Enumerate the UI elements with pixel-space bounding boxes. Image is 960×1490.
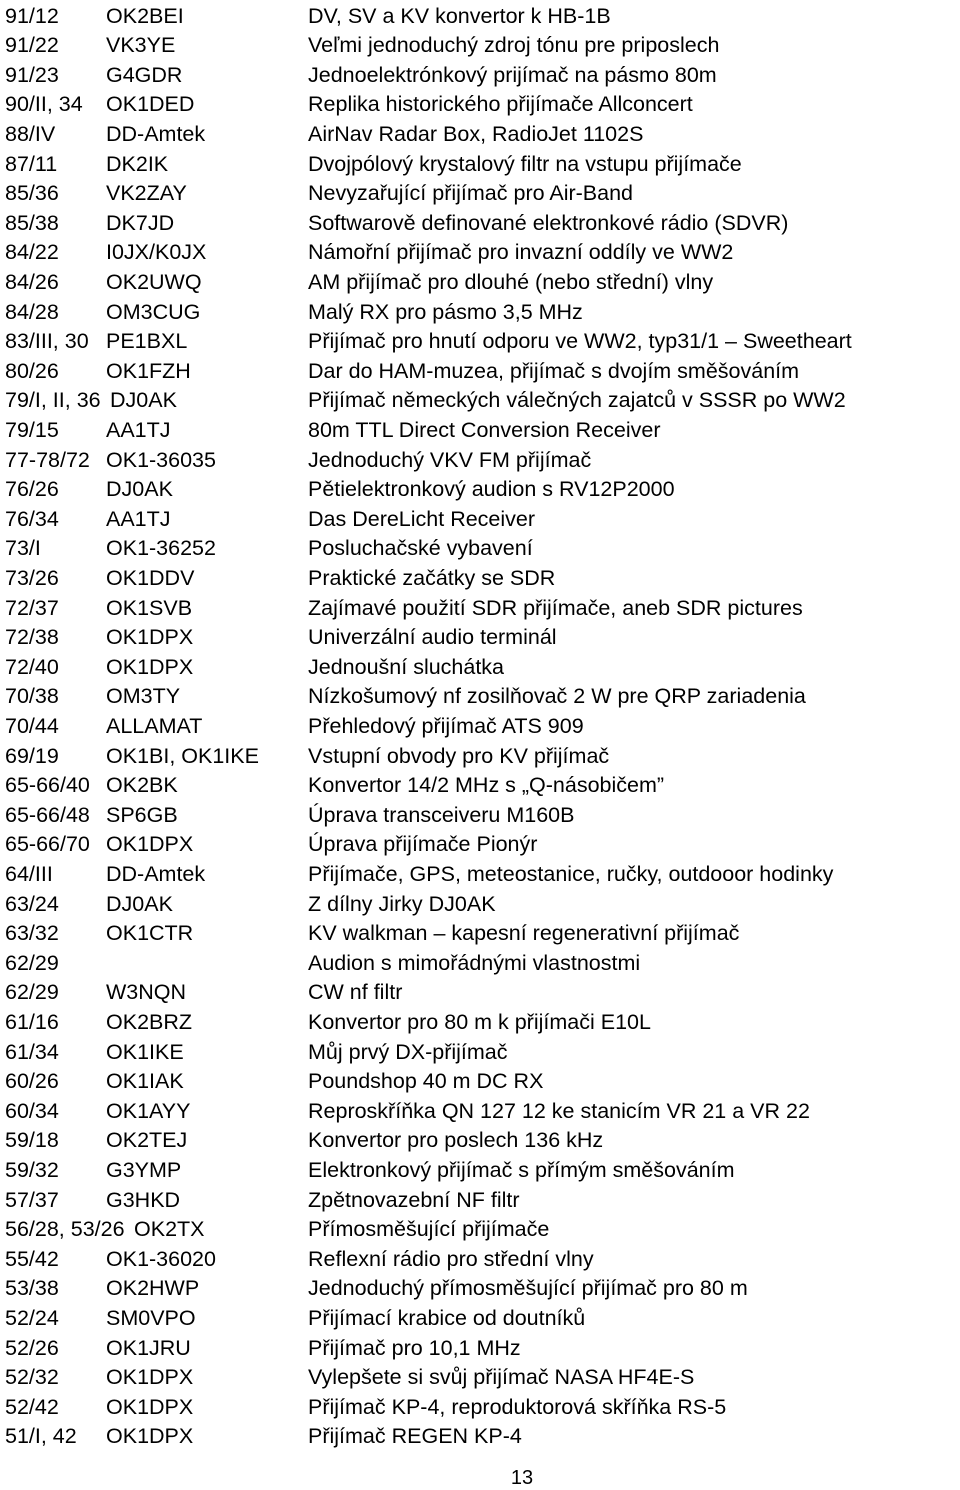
article-title: Reproskříňka QN 127 12 ke stanicím VR 21 a VR 22	[308, 1098, 810, 1123]
index-row	[0, 653, 960, 683]
issue-ref: 87/11	[5, 151, 58, 176]
issue-ref: 85/38	[5, 210, 59, 235]
article-title: Reflexní rádio pro střední vlny	[308, 1246, 594, 1271]
index-row	[0, 890, 960, 920]
article-title: Konvertor pro poslech 136 kHz	[308, 1128, 604, 1153]
article-title: Jednoelektrónkový prijímač na pásmo 80m	[308, 62, 717, 87]
article-title: Vstupní obvody pro KV přijímač	[308, 743, 610, 768]
issue-ref: 65-66/40	[5, 773, 90, 798]
issue-ref: 60/34	[5, 1098, 59, 1123]
author-callsign: DK7JD	[106, 210, 175, 235]
issue-ref: 91/23	[5, 62, 59, 87]
index-row	[0, 742, 960, 772]
article-title: Přijímač pro 10,1 MHz	[308, 1335, 521, 1360]
article-title: Přijímač KP-4, reproduktorová skříňka RS-5	[308, 1394, 727, 1419]
index-row	[0, 357, 960, 387]
issue-ref: 60/26	[5, 1069, 59, 1094]
issue-ref: 65-66/70	[5, 832, 90, 857]
author-callsign: OK1DED	[106, 92, 195, 117]
index-row	[0, 534, 960, 564]
article-title: Námořní přijímač pro invazní oddíly ve WW2	[308, 240, 734, 265]
issue-ref: 88/IV	[5, 121, 56, 146]
issue-ref: 59/18	[5, 1128, 59, 1153]
article-title: Univerzální audio terminál	[308, 625, 557, 650]
author-callsign: OK1AYY	[106, 1098, 191, 1123]
article-title: AirNav Radar Box, RadioJet 1102S	[308, 121, 644, 146]
issue-ref: 72/37	[5, 595, 59, 620]
issue-ref: 73/26	[5, 565, 59, 590]
issue-ref: 57/37	[5, 1187, 59, 1212]
index-row	[0, 505, 960, 535]
index-row	[0, 61, 960, 91]
article-title: Konvertor 14/2 MHz s „Q-násobičem”	[308, 773, 665, 798]
issue-ref: 76/26	[5, 477, 59, 502]
article-title: Přehledový přijímač ATS 909	[308, 713, 584, 738]
author-callsign: OK1DPX	[106, 1365, 194, 1390]
index-row	[0, 150, 960, 180]
issue-ref: 77-78/72	[5, 447, 90, 472]
author-callsign: OK1DDV	[106, 565, 195, 590]
author-callsign: OK2BRZ	[106, 1009, 193, 1034]
issue-ref: 63/32	[5, 921, 59, 946]
issue-ref: 70/44	[5, 713, 59, 738]
article-title: Softwarově definované elektronkové rádio (SDVR)	[308, 210, 789, 235]
index-row	[0, 90, 960, 120]
author-callsign: OK2TX	[134, 1217, 205, 1242]
issue-ref: 62/29	[5, 950, 59, 975]
article-title: Nízkošumový nf zosilňovač 2 W pre QRP zariadenia	[308, 684, 806, 709]
article-title: Poundshop 40 m DC RX	[308, 1069, 544, 1094]
author-callsign: G3HKD	[106, 1187, 181, 1212]
index-row	[0, 209, 960, 239]
issue-ref: 84/26	[5, 269, 59, 294]
author-callsign: AA1TJ	[106, 506, 171, 531]
article-title: Zajímavé použití SDR přijímače, aneb SDR pictures	[308, 595, 803, 620]
page-number: 13	[510, 1467, 534, 1489]
author-callsign: OM3TY	[106, 684, 181, 709]
index-row	[0, 238, 960, 268]
article-title: Replika historického přijímače Allconcert	[308, 92, 693, 117]
index-row	[0, 386, 960, 416]
author-callsign: I0JX/K0JX	[106, 240, 207, 265]
author-callsign: OK1IKE	[106, 1039, 184, 1064]
author-callsign: OK1DPX	[106, 1394, 194, 1419]
author-callsign: ALLAMAT	[106, 713, 203, 738]
article-title: Přijímací krabice od doutníků	[308, 1305, 586, 1330]
index-row	[0, 2, 960, 32]
index-row	[0, 919, 960, 949]
index-row	[0, 978, 960, 1008]
article-title: DV, SV a KV konvertor k HB-1B	[308, 3, 611, 28]
author-callsign: G3YMP	[106, 1157, 182, 1182]
index-row	[0, 416, 960, 446]
issue-ref: 79/15	[5, 417, 59, 442]
index-row	[0, 120, 960, 150]
author-callsign: OK2TEJ	[106, 1128, 188, 1153]
author-callsign: OK1BI, OK1IKE	[106, 743, 259, 768]
issue-ref: 63/24	[5, 891, 59, 916]
index-row	[0, 298, 960, 328]
article-title: Přijímač REGEN KP-4	[308, 1424, 522, 1449]
author-callsign: OK1FZH	[106, 358, 191, 383]
issue-ref: 91/22	[5, 33, 59, 58]
article-title: AM přijímač pro dlouhé (nebo střední) vlny	[308, 269, 714, 294]
index-row	[0, 179, 960, 209]
article-title: Vylepšete si svůj přijímač NASA HF4E-S	[308, 1365, 695, 1390]
issue-ref: 72/40	[5, 654, 59, 679]
article-title: Praktické začátky se SDR	[308, 565, 556, 590]
article-title: CW nf filtr	[308, 980, 403, 1005]
index-row	[0, 475, 960, 505]
article-title: Pětielektronkový audion s RV12P2000	[308, 477, 675, 502]
author-callsign: G4GDR	[106, 62, 183, 87]
author-callsign: DD-Amtek	[106, 861, 206, 886]
author-callsign: OK2UWQ	[106, 269, 202, 294]
issue-ref: 83/III, 30	[5, 329, 89, 354]
article-title: Das DereLicht Receiver	[308, 506, 536, 531]
issue-ref: 90/II, 34	[5, 92, 83, 117]
index-row	[0, 1274, 960, 1304]
article-title: Posluchačské vybavení	[308, 536, 533, 561]
issue-ref: 62/29	[5, 980, 59, 1005]
author-callsign: OK1SVB	[106, 595, 193, 620]
article-title: Jednoušní sluchátka	[308, 654, 505, 679]
article-title: Dar do HAM-muzea, přijímač s dvojím směšováním	[308, 358, 800, 383]
article-title: Nevyzařující přijímač pro Air-Band	[308, 181, 633, 206]
author-callsign: VK2ZAY	[106, 181, 187, 206]
issue-ref: 52/24	[5, 1305, 59, 1330]
author-callsign: OK1IAK	[106, 1069, 184, 1094]
article-title: KV walkman – kapesní regenerativní přijímač	[308, 921, 740, 946]
article-title: Jednoduchý přímosměšující přijímač pro 80 m	[308, 1276, 748, 1301]
index-row	[0, 1156, 960, 1186]
index-row	[0, 564, 960, 594]
index-row	[0, 1008, 960, 1038]
author-callsign: DJ0AK	[106, 891, 173, 916]
issue-ref: 53/38	[5, 1276, 59, 1301]
issue-ref: 56/28, 53/26	[5, 1217, 125, 1242]
index-row	[0, 1422, 960, 1452]
issue-ref: 61/16	[5, 1009, 59, 1034]
author-callsign: OK1DPX	[106, 1424, 194, 1449]
author-callsign: OK1DPX	[106, 654, 194, 679]
author-callsign: SM0VPO	[106, 1305, 196, 1330]
article-title: Můj prvý DX-přijímač	[308, 1039, 508, 1064]
issue-ref: 80/26	[5, 358, 59, 383]
index-row	[0, 1304, 960, 1334]
issue-ref: 84/22	[5, 240, 59, 265]
index-row	[0, 446, 960, 476]
index-row	[0, 1038, 960, 1068]
index-row	[0, 1363, 960, 1393]
issue-ref: 79/I, II, 36	[5, 388, 101, 413]
index-row	[0, 1245, 960, 1275]
index-row	[0, 682, 960, 712]
article-title: Konvertor pro 80 m k přijímači E10L	[308, 1009, 651, 1034]
index-row	[0, 327, 960, 357]
author-callsign: OK2BK	[106, 773, 178, 798]
author-callsign: OK1CTR	[106, 921, 194, 946]
index-row	[0, 268, 960, 298]
article-title: Přijímač pro hnutí odporu ve WW2, typ31/1 – Sweetheart	[308, 329, 852, 354]
author-callsign: DJ0AK	[106, 477, 173, 502]
author-callsign: DD-Amtek	[106, 121, 206, 146]
index-row	[0, 1334, 960, 1364]
article-title: Úprava přijímače Pionýr	[308, 832, 538, 857]
issue-ref: 52/32	[5, 1365, 59, 1390]
author-callsign: PE1BXL	[106, 329, 188, 354]
article-title: Veľmi jednoduchý zdroj tónu pre priposlech	[308, 33, 720, 58]
issue-ref: 61/34	[5, 1039, 59, 1064]
index-row	[0, 949, 960, 979]
issue-ref: 72/38	[5, 625, 59, 650]
issue-ref: 64/III	[5, 861, 53, 886]
article-title: Přijímače, GPS, meteostanice, ručky, outdooor hodinky	[308, 861, 834, 886]
index-row	[0, 1097, 960, 1127]
article-title: Dvojpólový krystalový filtr na vstupu přijímače	[308, 151, 742, 176]
index-row	[0, 830, 960, 860]
author-callsign: SP6GB	[106, 802, 178, 827]
issue-ref: 65-66/48	[5, 802, 90, 827]
article-title: Jednoduchý VKV FM přijímač	[308, 447, 592, 472]
article-title: Přímosměšující přijímače	[308, 1217, 550, 1242]
author-callsign: OK1DPX	[106, 832, 194, 857]
author-callsign: AA1TJ	[106, 417, 171, 442]
issue-ref: 84/28	[5, 299, 59, 324]
index-row	[0, 801, 960, 831]
index-row	[0, 1186, 960, 1216]
issue-ref: 52/26	[5, 1335, 59, 1360]
article-title: Audion s mimořádnými vlastnostmi	[308, 950, 641, 975]
issue-ref: 73/I	[5, 536, 41, 561]
article-title: Elektronkový přijímač s přímým směšováním	[308, 1157, 735, 1182]
issue-ref: 70/38	[5, 684, 59, 709]
author-callsign: OK2HWP	[106, 1276, 200, 1301]
author-callsign: OK1-36020	[106, 1246, 216, 1271]
author-callsign: OK1DPX	[106, 625, 194, 650]
author-callsign: OK2BEI	[106, 3, 184, 28]
issue-ref: 52/42	[5, 1394, 59, 1419]
index-row	[0, 1126, 960, 1156]
issue-ref: 69/19	[5, 743, 59, 768]
issue-ref: 59/32	[5, 1157, 59, 1182]
index-row	[0, 1215, 960, 1245]
issue-ref: 91/12	[5, 3, 59, 28]
author-callsign: OK1-36035	[106, 447, 216, 472]
issue-ref: 76/34	[5, 506, 59, 531]
article-title: 80m TTL Direct Conversion Receiver	[308, 417, 661, 442]
index-row	[0, 1393, 960, 1423]
index-row	[0, 1067, 960, 1097]
index-row	[0, 623, 960, 653]
author-callsign: DJ0AK	[110, 388, 177, 413]
author-callsign: DK2IK	[106, 151, 169, 176]
index-row	[0, 712, 960, 742]
author-callsign: OK1-36252	[106, 536, 216, 561]
issue-ref: 85/36	[5, 181, 59, 206]
index-row	[0, 771, 960, 801]
article-title: Z dílny Jirky DJ0AK	[308, 891, 496, 916]
article-title: Úprava transceiveru M160B	[308, 802, 575, 827]
article-title: Zpětnovazební NF filtr	[308, 1187, 520, 1212]
issue-ref: 55/42	[5, 1246, 59, 1271]
author-callsign: VK3YE	[106, 33, 176, 58]
article-title: Přijímač německých válečných zajatců v SSSR po WW2	[308, 388, 846, 413]
author-callsign: OM3CUG	[106, 299, 201, 324]
issue-ref: 51/I, 42	[5, 1424, 77, 1449]
article-title: Malý RX pro pásmo 3,5 MHz	[308, 299, 583, 324]
author-callsign: OK1JRU	[106, 1335, 191, 1360]
index-row	[0, 594, 960, 624]
index-row	[0, 31, 960, 61]
index-row	[0, 860, 960, 890]
author-callsign: W3NQN	[106, 980, 187, 1005]
